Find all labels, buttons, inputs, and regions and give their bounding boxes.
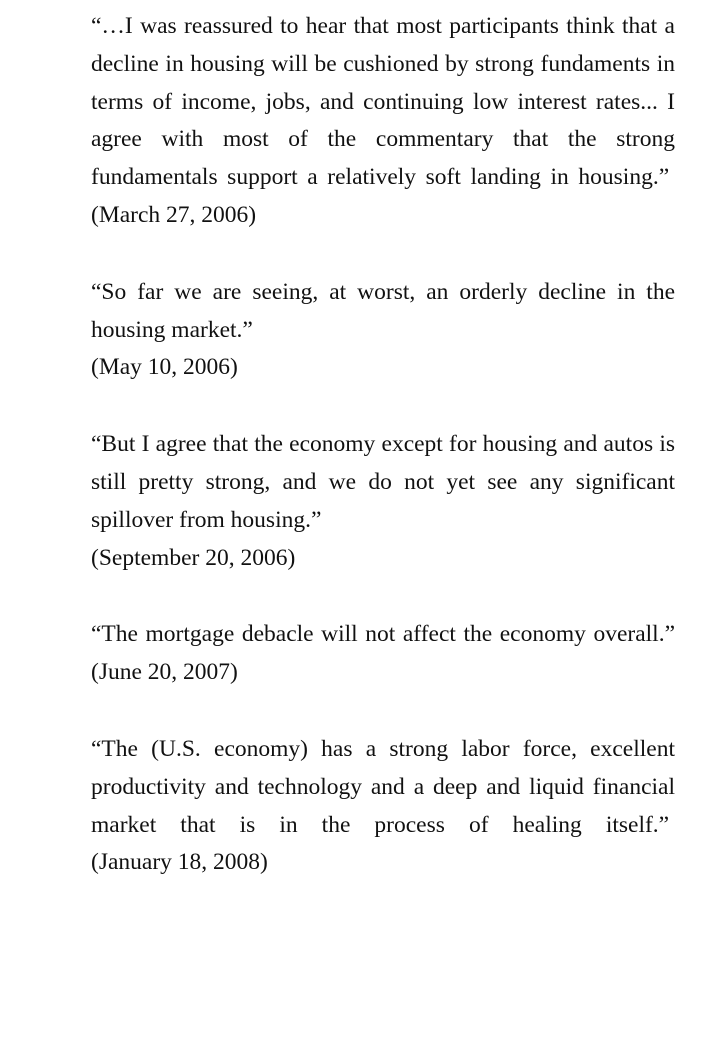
quote-block-1 <box>91 8 675 235</box>
quote-date: (September 20, 2006) <box>91 544 296 571</box>
quote-text: “The mortgage debacle will not affect the economy overall.” <box>91 621 675 648</box>
document-page <box>91 8 675 921</box>
quote-block-2 <box>91 274 675 387</box>
quote-date: (May 10, 2006) <box>91 354 238 381</box>
quote-date: (January 18, 2008) <box>91 849 268 876</box>
quote-text: “But I agree that the economy except for housing and autos is still pretty strong, and we do not yet see any significant spillover from housing.” <box>91 431 675 533</box>
quote-block-4 <box>91 616 675 692</box>
quote-text: “The (U.S. economy) has a strong labor force, excellent productivity and technology and a deep and liquid financial market that is in the process of healing itself.” <box>91 735 675 838</box>
quote-block-3 <box>91 426 675 577</box>
quote-text: “So far we are seeing, at worst, an orderly decline in the housing market.” <box>91 278 675 343</box>
quote-text: “…I was reassured to hear that most participants think that a decline in housing will be cushioned by strong fundaments in terms of income, jobs, and continuing low interest rates... I agree with most of the commentary that the strong fundamentals support a relatively soft landing in housing.” <box>91 13 675 191</box>
quote-block-5 <box>91 731 675 882</box>
quote-paragraph <box>91 8 675 235</box>
quote-date: (March 27, 2006) <box>91 201 257 228</box>
quote-paragraph <box>91 731 675 882</box>
quote-paragraph <box>91 616 675 692</box>
quote-date: (June 20, 2007) <box>91 659 238 686</box>
